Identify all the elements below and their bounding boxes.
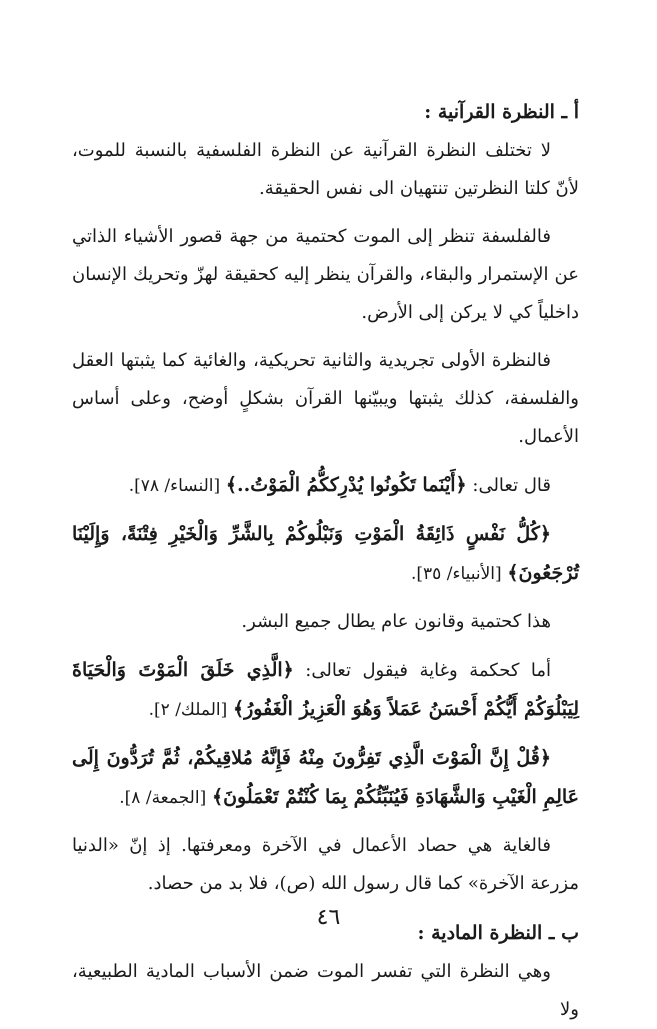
paragraph-4: هذا كحتمية وقانون عام يطال جميع البشر. bbox=[241, 611, 551, 632]
paragraph-5: فالغاية هي حصاد الأعمال في الآخرة ومعرفتها. إذ إنّ «الدنيا مزرعة الآخرة» كما قال رسول الله (ص)، فلا بد من حصاد. bbox=[72, 835, 579, 894]
paragraph-1: لا تختلف النظرة القرآنية عن النظرة الفلسفية بالنسبة للموت، لأنّ كلتا النظرتين تنتهيان الى نفس الحقيقة. bbox=[72, 140, 579, 199]
quote-4-verse: ﴿قُلْ إِنَّ الْمَوْتَ الَّذِي تَفِرُّونَ مِنْهُ فَإِنَّهُ مُلاقِيكُمْ، ثُمَّ تُرَدُّونَ إِلَى عَالِمِ الْغَيْبِ وَالشَّهَادَةِ فَيُنَبِّئُكُمْ بِمَا كُنْتُمْ تَعْمَلُونَ﴾ bbox=[72, 747, 579, 808]
quote-3 bbox=[72, 651, 579, 729]
paragraph-3: فالنظرة الأولى تجريدية والثانية تحريكية، والغائية كما يثبتها العقل والفلسفة، كذلك يثبتها ويبيّنها القرآن بشكلٍ أوضح، وعلى أساس الأعمال. bbox=[72, 350, 579, 447]
quote-1-reference: [النساء/ ٧٨]. bbox=[128, 476, 221, 496]
quote-2 bbox=[72, 515, 579, 593]
quote-4 bbox=[72, 739, 579, 817]
paragraph-2: فالفلسفة تنظر إلى الموت كحتمية من جهة قصور الأشياء الذاتي عن الإستمرار والبقاء، والقرآن ينظر إليه كحقيقة لهزّ وتحريك الإنسان داخلياً كي لا يركن إلى الأرض. bbox=[72, 226, 579, 323]
quote-1-intro: قال تعالى: bbox=[472, 475, 551, 496]
paragraph-6: وهي النظرة التي تفسر الموت ضمن الأسباب المادية الطبيعية، ولا bbox=[72, 961, 579, 1020]
page-number: ٤٦ bbox=[316, 905, 341, 930]
quote-3-intro: أما كحكمة وغاية فيقول تعالى: bbox=[305, 660, 551, 681]
quote-4-reference: [الجمعة/ ٨]. bbox=[119, 788, 207, 808]
quote-3-verse: ﴿الَّذِي خَلَقَ الْمَوْتَ وَالْحَيَاةَ لِيَبْلُوَكُمْ أَيُّكُمْ أَحْسَنُ عَمَلاً وَهُوَ الْعَزِيزُ الْغَفُورُ﴾ bbox=[72, 659, 579, 720]
section-heading-materialist-view: ب ـ النظرة المادية : bbox=[417, 922, 579, 944]
quote-2-verse: ﴿كُلُّ نَفْسٍ ذَائِقَةُ الْمَوْتِ وَنَبْلُوكُمْ بِالشَّرِّ وَالْخَيْرِ فِتْنَةً، وَإِلَيْنَا تُرْجَعُونَ﴾ bbox=[72, 523, 579, 584]
quote-1 bbox=[72, 466, 579, 505]
quote-1-verse: ﴿أَيْنَما تَكُونُوا يُدْرِككُّمُ الْمَوْتُ..﴾ bbox=[225, 474, 467, 496]
quote-2-reference: [الأنبياء/ ٣٥]. bbox=[411, 564, 502, 584]
section-heading-quranic-view: أ ـ النظرة القرآنية : bbox=[424, 101, 579, 123]
quote-3-reference: [الملك/ ٢]. bbox=[148, 700, 228, 720]
